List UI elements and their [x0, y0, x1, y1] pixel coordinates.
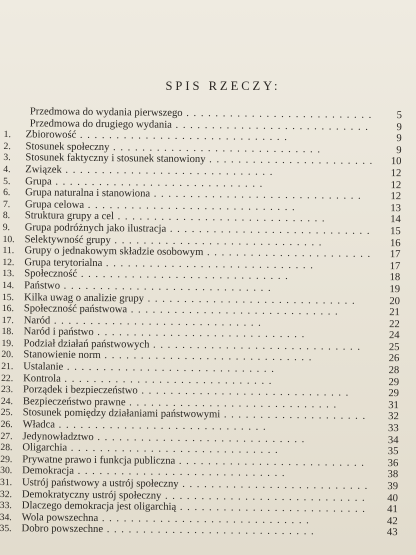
toc-entry-text: Przedmowa do drugiego wydania . .	[30, 118, 372, 133]
toc-entry-text: Władca . .	[23, 419, 369, 434]
toc-entry-number: 5.	[3, 175, 11, 187]
toc-entry-text: Dlaczego demokracja jest oligarchią . .	[22, 500, 368, 515]
toc-entry-text: Stosunek społeczny . .	[26, 141, 372, 156]
toc-entry-page: 12	[390, 191, 402, 203]
toc-entry-page: 32	[388, 411, 399, 423]
toc-entry-number: 16.	[1, 303, 14, 315]
toc-entry-number: 20.	[1, 349, 14, 361]
toc-entry-text: Grupa . .	[25, 176, 371, 191]
toc-entry-page: 41	[387, 504, 398, 516]
toc-entry-number: 13.	[2, 268, 15, 280]
toc-entry-page: 29	[388, 376, 400, 388]
toc-entry-number: 21.	[1, 361, 14, 373]
toc-entry-text: Wola powszechna . .	[22, 512, 368, 527]
toc-entry-text: Grupa podróżnych jako ilustracja . .	[25, 222, 371, 237]
toc-entry-page: 20	[389, 295, 401, 307]
toc-entry-number: 25.	[0, 407, 13, 419]
toc-entry-number: 31.	[0, 477, 13, 489]
toc-entry-page: 29	[388, 388, 400, 400]
toc-entry-number: 35.	[0, 523, 12, 535]
toc-entry-number: 1.	[3, 129, 11, 141]
toc-entry-number: 15.	[1, 291, 15, 303]
toc-entry-text: Naród i państwo . .	[24, 327, 370, 342]
toc-entry-page: 5	[396, 110, 402, 122]
toc-entry-page: 12	[390, 168, 402, 180]
toc-entry-page: 43	[386, 527, 398, 539]
toc-entry-text: Prywatne prawo i funkcja publiczna . .	[22, 454, 368, 469]
toc-entry-page: 25	[388, 341, 400, 354]
toc-entry-number: 6.	[3, 187, 11, 199]
toc-entry-page: 24	[388, 330, 400, 342]
toc-entry-text: Przedmowa do wydania pierwszego . .	[30, 106, 372, 121]
page-title: SPIS RZECZY:	[165, 79, 281, 93]
toc-entry-page: 33	[387, 423, 399, 435]
toc-entry-text: Państwo . .	[24, 280, 370, 295]
toc-entry-page: 40	[387, 492, 398, 504]
toc-entry-page: 19	[389, 283, 401, 296]
toc-entry-page: 38	[387, 469, 399, 481]
toc-entry-number: 24.	[0, 395, 13, 407]
toc-entry-number: 33.	[0, 500, 12, 512]
toc-entry-page: 21	[389, 307, 400, 319]
toc-entry-text: Związek . .	[25, 164, 371, 179]
toc-entry-number: 32.	[0, 488, 12, 500]
toc-entry-page: 17	[389, 249, 401, 261]
toc-entry-page: 31	[388, 399, 399, 412]
toc-entry-text: Grupa naturalna i stanowiona . .	[25, 187, 371, 202]
toc-entry-page: 34	[387, 434, 399, 446]
toc-entry-page: 18	[389, 272, 401, 284]
toc-entry-text: Struktura grupy a cel . .	[25, 211, 371, 226]
toc-entry-page: 42	[387, 515, 398, 527]
toc-entry-page: 10	[390, 156, 402, 168]
toc-entry-text: Stosunek pomiędzy działaniami państwowymi . .	[23, 408, 369, 423]
toc-entry-number: 10.	[2, 233, 15, 245]
toc-entry-number: 29.	[0, 453, 13, 465]
toc-entry-number: 7.	[2, 198, 11, 210]
toc-entry-text: Podział działań państwowych . .	[23, 338, 369, 353]
toc-entry-text: Zbiorowość . .	[26, 129, 372, 144]
toc-entry-number: 8.	[2, 210, 11, 222]
toc-entry-text: Oligarchia . .	[22, 442, 368, 457]
toc-entry-text: Porządek i bezpieczeństwo . .	[23, 385, 369, 400]
toc-entry-number: 30.	[0, 465, 13, 477]
toc-entry-page: 14	[390, 214, 401, 226]
toc-entry-number: 27.	[0, 430, 13, 442]
toc-entry-number: 9.	[2, 221, 10, 234]
toc-entry-page: 9	[396, 121, 402, 133]
toc-entry-page: 35	[387, 446, 399, 458]
toc-entry-number: 28.	[0, 442, 13, 454]
toc-entry-page: 17	[389, 260, 401, 272]
toc-entry-text: Grupa terytorialna . .	[24, 257, 370, 272]
toc-entry-page: 39	[387, 481, 399, 493]
toc-entry-text: Grupa celowa . .	[25, 199, 371, 214]
toc-entry-text: Społeczność . .	[24, 269, 370, 284]
toc-entry-page: 15	[390, 226, 401, 238]
toc-entry-number: 2.	[3, 140, 11, 152]
toc-entry-page: 13	[390, 202, 402, 214]
toc-entry-number: 19.	[1, 337, 14, 350]
toc-entry-page: 36	[387, 457, 399, 470]
toc-entry-page: 9	[396, 133, 402, 145]
toc-entry-text: Dobro powszechne . .	[22, 524, 368, 539]
toc-entry-text: Naród . .	[24, 315, 370, 330]
toc-entry-page: 26	[388, 353, 400, 365]
toc-entry-number: 17.	[1, 314, 14, 326]
toc-entry-text: Ustalanie . .	[23, 361, 369, 376]
toc-entry-text: Jedynowładztwo . .	[22, 431, 368, 446]
toc-entry-page: 28	[388, 365, 400, 377]
toc-entry-page: 22	[389, 318, 400, 330]
toc-entry-number: 11.	[2, 245, 15, 257]
toc-entry-number: 12.	[2, 256, 15, 268]
toc-entry-text: Stanowienie norm . .	[23, 350, 369, 365]
toc-entry-text: Stosunek faktyczny i stosunek stanowiony . .	[25, 153, 371, 168]
toc-entry-page: 12	[390, 179, 402, 191]
toc-entry-text: Społeczność państwowa . .	[24, 303, 370, 318]
toc-entry-number: 4.	[3, 164, 11, 176]
toc-entry-page: 9	[396, 144, 402, 156]
toc-entry-text: Selektywność grupy . .	[25, 234, 371, 249]
toc-entry-number: 18.	[1, 326, 14, 338]
toc-entry-text: Grupy o jednakowym składzie osobowym . .	[24, 245, 370, 260]
toc-entry-number: 22.	[1, 372, 14, 384]
table-of-contents	[0, 106, 416, 539]
toc-entry-number: 23.	[0, 384, 14, 396]
toc-entry-number: 3.	[3, 152, 11, 164]
toc-entry-text: Ustrój państwowy a ustrój społeczny . .	[22, 477, 368, 492]
toc-entry-number: 14.	[2, 279, 15, 292]
toc-entry-page: 16	[389, 237, 401, 249]
toc-entry-text: Demokracja . .	[22, 466, 368, 481]
toc-entry-number: 34.	[0, 511, 12, 523]
toc-entry-text: Kilka uwag o analizie grupy . .	[24, 292, 370, 307]
toc-entry-number: 26.	[0, 419, 13, 431]
toc-entry-text: Bezpieczeństwo prawne . .	[23, 396, 369, 411]
toc-entry-text: Demokratyczny ustrój społeczny . .	[22, 489, 368, 504]
toc-entry-text: Kontrola . .	[23, 373, 369, 388]
